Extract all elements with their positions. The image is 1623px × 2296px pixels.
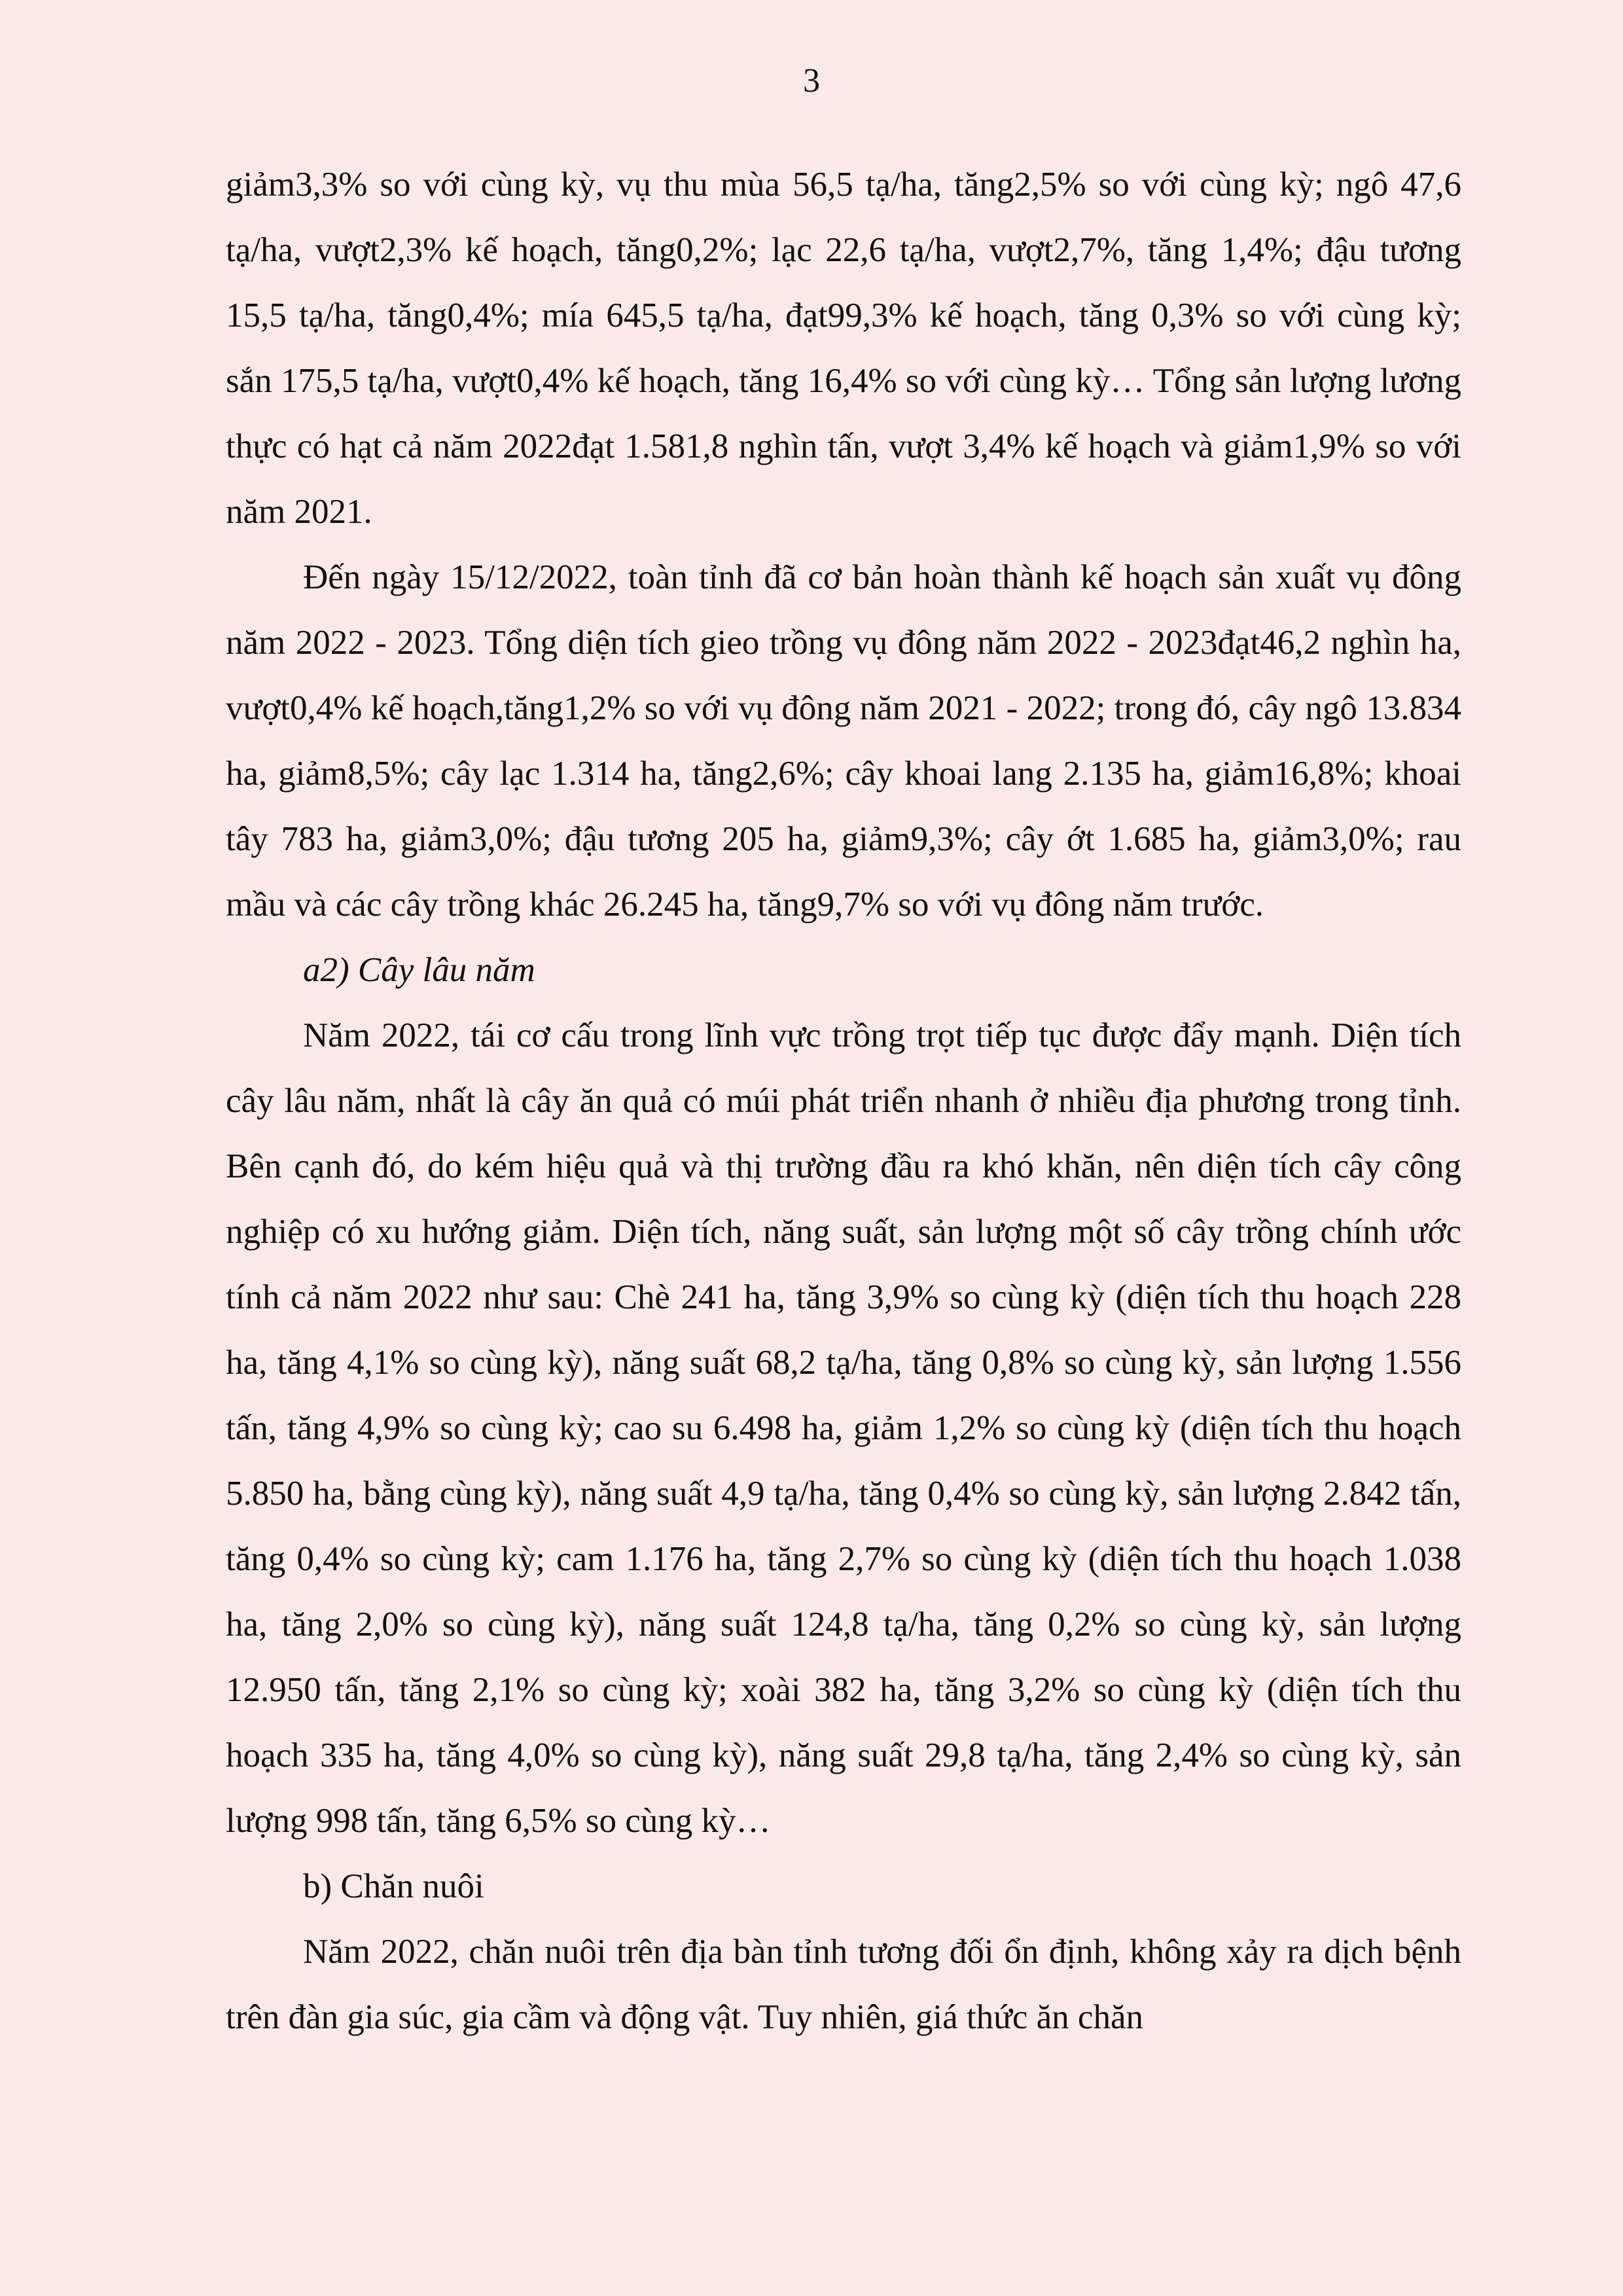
- document-body: [226, 152, 1461, 2050]
- paragraph-crop-yields: giảm3,3% so với cùng kỳ, vụ thu mùa 56,5 tạ/ha, tăng2,5% so với cùng kỳ; ngô 47,6 tạ/ha, vượt2,3% kế hoạch, tăng0,2%; lạc 22,6 tạ/ha, vượt2,7%, tăng 1,4%; đậu tương 15,5 tạ/ha, tăng0,4%; mía 645,5 tạ/ha, đạt99,3% kế hoạch, tăng 0,3% so với cùng kỳ; sắn 175,5 tạ/ha, vượt0,4% kế hoạch, tăng 16,4% so với cùng kỳ… Tổng sản lượng lương thực có hạt cả năm 2022đạt 1.581,8 nghìn tấn, vượt 3,4% kế hoạch và giảm1,9% so với năm 2021.: [226, 166, 1461, 531]
- page-number: 3: [803, 62, 820, 99]
- paragraph-perennial-crops: Năm 2022, tái cơ cấu trong lĩnh vực trồng trọt tiếp tục được đẩy mạnh. Diện tích cây lâu năm, nhất là cây ăn quả có múi phát triển nhanh ở nhiều địa phương trong tỉnh. Bên cạnh đó, do kém hiệu quả và thị trường đầu ra khó khăn, nên diện tích cây công nghiệp có xu hướng giảm. Diện tích, năng suất, sản lượng một số cây trồng chính ước tính cả năm 2022 như sau: Chè 241 ha, tăng 3,9% so cùng kỳ (diện tích thu hoạch 228 ha, tăng 4,1% so cùng kỳ), năng suất 68,2 tạ/ha, tăng 0,8% so cùng kỳ, sản lượng 1.556 tấn, tăng 4,9% so cùng kỳ; cao su 6.498 ha, giảm 1,2% so cùng kỳ (diện tích thu hoạch 5.850 ha, bằng cùng kỳ), năng suất 4,9 tạ/ha, tăng 0,4% so cùng kỳ, sản lượng 2.842 tấn, tăng 0,4% so cùng kỳ; cam 1.176 ha, tăng 2,7% so cùng kỳ (diện tích thu hoạch 1.038 ha, tăng 2,0% so cùng kỳ), năng suất 124,8 tạ/ha, tăng 0,2% so cùng kỳ, sản lượng 12.950 tấn, tăng 2,1% so cùng kỳ; xoài 382 ha, tăng 3,2% so cùng kỳ (diện tích thu hoạch 335 ha, tăng 4,0% so cùng kỳ), năng suất 29,8 tạ/ha, tăng 2,4% so cùng kỳ, sản lượng 998 tấn, tăng 6,5% so cùng kỳ…: [226, 1016, 1461, 1840]
- section-heading-livestock: b) Chăn nuôi: [303, 1867, 484, 1905]
- paragraph-livestock: Năm 2022, chăn nuôi trên địa bàn tỉnh tương đối ổn định, không xảy ra dịch bệnh trên đàn gia súc, gia cầm và động vật. Tuy nhiên, giá thức ăn chăn: [226, 1933, 1461, 2036]
- section-heading-perennial-crops: a2) Cây lâu năm: [303, 951, 535, 989]
- paragraph-winter-crop: Đến ngày 15/12/2022, toàn tỉnh đã cơ bản hoàn thành kế hoạch sản xuất vụ đông năm 2022 - 2023. Tổng diện tích gieo trồng vụ đông năm 2022 - 2023đạt46,2 nghìn ha, vượt0,4% kế hoạch,tăng1,2% so với vụ đông năm 2021 - 2022; trong đó, cây ngô 13.834 ha, giảm8,5%; cây lạc 1.314 ha, tăng2,6%; cây khoai lang 2.135 ha, giảm16,8%; khoai tây 783 ha, giảm3,0%; đậu tương 205 ha, giảm9,3%; cây ớt 1.685 ha, giảm3,0%; rau mầu và các cây trồng khác 26.245 ha, tăng9,7% so với vụ đông năm trước.: [226, 558, 1461, 924]
